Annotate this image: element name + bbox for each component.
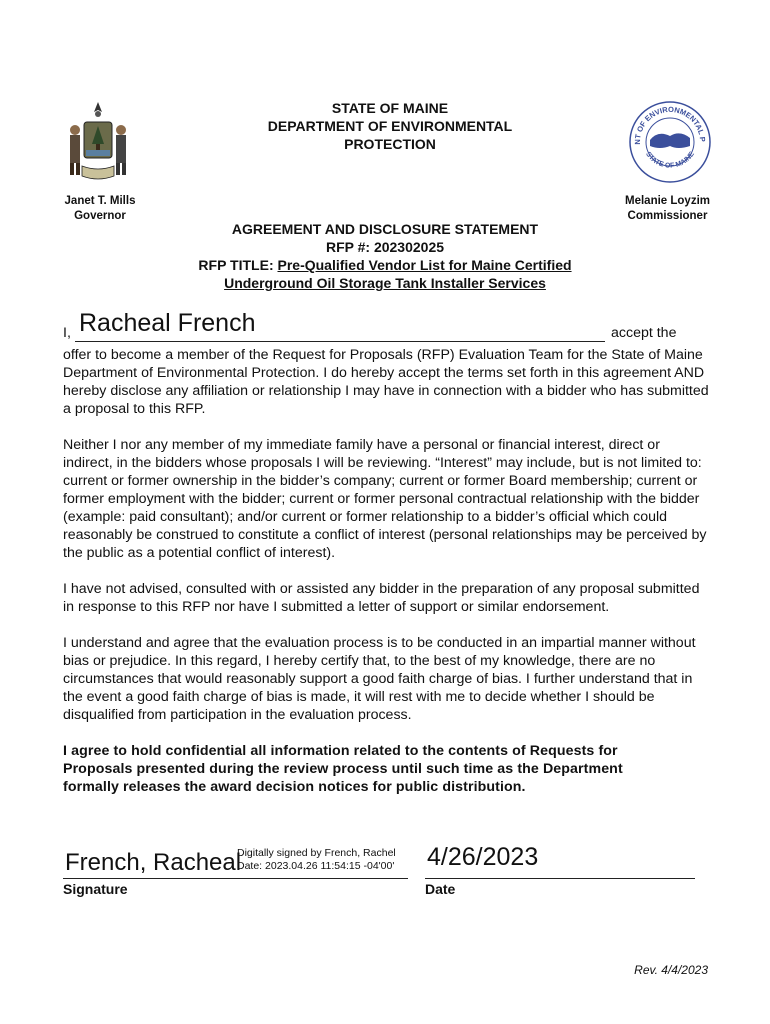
governor-name: Janet T. Mills	[64, 195, 136, 207]
paragraph-1: offer to become a member of the Request for Proposals (RFP) Evaluation Team for the State of Maine Department of Environmental Protection. I do hereby accept the terms set forth in this agreement AND hereby disclose any affiliation or relationship I may have in connection with a bidder who has submitted a proposal to this RFP.	[63, 347, 709, 417]
paragraph-3: I have not advised, consulted with or assisted any bidder in the preparation of any proposal submitted in response to this RFP nor have I submitted a letter of support or similar endorsement.	[63, 581, 700, 615]
date-underline	[425, 878, 695, 879]
agreement-body	[63, 346, 713, 796]
digital-sign-line-1: Digitally signed by French, Rachel	[237, 847, 396, 859]
name-prefix: I,	[63, 325, 71, 341]
commissioner-block	[610, 194, 725, 224]
svg-text:STATE OF MAINE: STATE OF MAINE	[644, 150, 696, 170]
document-heading: AGREEMENT AND DISCLOSURE STATEMENT	[231, 221, 539, 237]
rfp-title-text-1: Pre-Qualified Vendor List for Maine Certified	[277, 257, 572, 273]
paragraph-4: I understand and agree that the evaluation process is to be conducted in an impartial manner without bias or prejudice. In this regard, I hereby certify that, to the best of my knowledge, there are no circumstances that would reasonably support a good faith charge of bias. I further understand that in the event a good faith charge of bias is made, it will rest with me to decide whether I should be disqualified from participation in the evaluation process.	[63, 635, 696, 723]
rfp-title-line-2: Underground Oil Storage Tank Installer Services	[224, 275, 546, 291]
signature-block	[63, 840, 408, 900]
rfp-title-line-1	[150, 256, 620, 274]
governor-title: Governor	[74, 210, 126, 222]
accept-text: accept the	[611, 325, 677, 341]
digital-signature-stamp	[237, 847, 396, 873]
dep-seal-logo	[628, 100, 712, 184]
commissioner-name: Melanie Loyzim	[625, 195, 710, 207]
date-value[interactable]: 4/26/2023	[427, 843, 539, 871]
signature-underline	[63, 878, 408, 879]
date-label: Date	[425, 881, 456, 897]
document-title-block	[150, 220, 620, 292]
rfp-title-label: RFP TITLE:	[198, 257, 274, 273]
filled-name-field[interactable]: Racheal French	[79, 309, 256, 337]
commissioner-title: Commissioner	[627, 210, 708, 222]
revision-footer: Rev. 4/4/2023	[634, 963, 708, 977]
signature-label: Signature	[63, 881, 128, 897]
name-underline	[75, 341, 605, 342]
signed-name[interactable]: French, Racheal	[65, 849, 242, 876]
governor-block	[55, 194, 145, 224]
digital-sign-line-2: Date: 2023.04.26 11:54:15 -04'00'	[237, 860, 395, 872]
rfp-number: RFP #: 202302025	[325, 239, 445, 255]
paragraph-2: Neither I nor any member of my immediate family have a personal or financial interest, direct or indirect, in the bidders whose proposals I will be reviewing. “Interest” may include, but is not limited to: current or former ownership in the bidder’s company; current or former Board membership; current or former employment with the bidder; current or former personal contractual relationship with the bidder (example: paid consultant); and/or current or former relationship to a bidder’s official which could reasonably be construed to constitute a conflict of interest (personal relationships may be perceived by the public as a potential conflict of interest).	[63, 437, 707, 561]
state-seal-logo	[62, 100, 134, 188]
header-line-1: STATE OF MAINE	[331, 100, 449, 116]
name-line-row	[63, 309, 713, 344]
agency-header	[230, 99, 550, 153]
date-block	[425, 840, 695, 900]
svg-text:DEPARTMENT OF ENVIRONMENTAL PR: NT OF ENVIRONMENTAL P	[632, 104, 708, 145]
header-line-3: PROTECTION	[344, 136, 436, 152]
confidentiality-paragraph: I agree to hold confidential all information related to the contents of Requests for Proposals presented during the review process until such time as the Department formally releases the award decision notices for public distribution.	[63, 743, 623, 795]
header-line-2: DEPARTMENT OF ENVIRONMENTAL	[267, 118, 513, 134]
